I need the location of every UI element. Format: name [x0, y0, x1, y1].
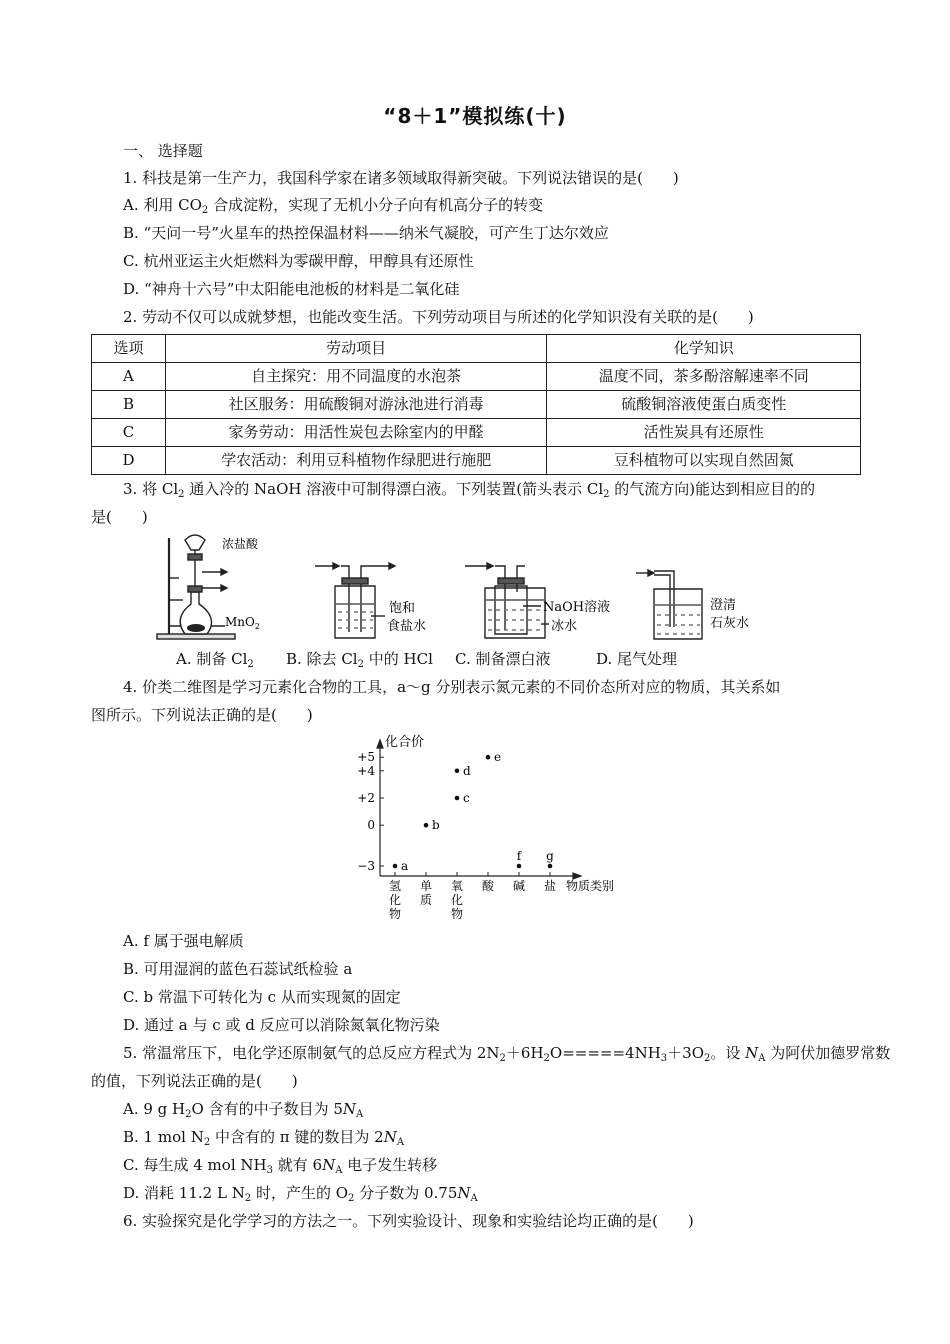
data-point-c [455, 796, 460, 801]
table-cell: 家务劳动：用活性炭包去除室内的甲醛 [165, 419, 546, 447]
x-category-label: 碱 [512, 879, 526, 893]
table-row [92, 391, 861, 419]
lime-water-label-2: 石灰水 [710, 616, 750, 631]
y-axis-label: 化合价 [385, 735, 425, 750]
table-header: 选项 [92, 335, 166, 363]
naoh-label: NaOH溶液 [543, 600, 611, 615]
q4-option-d: D. 通过 a 与 c 或 d 反应可以消除氮氧化物污染 [123, 1016, 440, 1034]
point-label-c: c [463, 791, 470, 805]
table-cell: A [92, 363, 166, 391]
caption-d: D. 尾气处理 [596, 650, 678, 668]
data-point-f [517, 864, 522, 869]
q5-stem-line2: 的值，下列说法正确的是( ) [91, 1072, 298, 1090]
data-point-g [548, 864, 553, 869]
point-label-e: e [494, 750, 502, 765]
q5-option-b: B. 1 mol $N_2$ 中含有的 π 键的数目为 $2N_A$ [123, 1128, 405, 1148]
table-header-row [92, 335, 861, 363]
q3-stem-line2: 是( ) [91, 508, 148, 526]
table-header: 化学知识 [547, 335, 861, 363]
x-category-label: 氢化物 [388, 879, 402, 921]
q2-table [91, 334, 861, 475]
x-category-label: 盐 [543, 879, 557, 893]
saturated-label: 饱和 [389, 601, 416, 616]
table-row [92, 363, 861, 391]
table-cell: C [92, 419, 166, 447]
x-category-label: 单质 [419, 879, 433, 907]
valence-class-chart [345, 728, 635, 928]
table-cell: 自主探究：用不同温度的水泡茶 [165, 363, 546, 391]
caption-b: B. 除去 $Cl_2$ 中的 HCl [286, 650, 433, 670]
table-row [92, 447, 861, 475]
apparatus-c-figure [455, 552, 615, 644]
q1-option-a: A. 利用 $CO_2$ 合成淀粉，实现了无机小分子向有机高分子的转变 [123, 196, 544, 216]
table-cell: 硫酸铜溶液使蛋白质变性 [547, 391, 861, 419]
apparatus-d-figure [630, 565, 760, 645]
ice-water-label: 冰水 [551, 619, 578, 634]
q4-option-c: C. b 常温下可转化为 c 从而实现氮的固定 [123, 988, 401, 1006]
caption-a: A. 制备 $Cl_2$ [176, 650, 254, 670]
point-label-f: f [516, 849, 522, 863]
lime-water-label-1: 澄清 [710, 598, 737, 613]
data-point-b [424, 823, 429, 828]
q2-stem: 2. 劳动不仅可以成就梦想，也能改变生活。下列劳动项目与所述的化学知识没有关联的是( ) [123, 308, 754, 326]
brine-label: 食盐水 [387, 619, 427, 634]
q5-option-c: C. 每生成 4 mol $NH_3$ 就有 $6N_A$ 电子发生转移 [123, 1156, 438, 1176]
q5-option-d: D. 消耗 11.2 L $N_2$ 时，产生的 $O_2$ 分子数为 $0.75N_A$ [123, 1184, 478, 1204]
q1-option-c: C. 杭州亚运主火炬燃料为零碳甲醇，甲醇具有还原性 [123, 252, 474, 270]
mno2-label: MnO$_2$ [225, 615, 260, 631]
point-label-g: g [546, 849, 554, 863]
y-tick-label: −3 [357, 859, 375, 873]
q4-option-a: A. f 属于强电解质 [123, 932, 244, 950]
table-cell: 活性炭具有还原性 [547, 419, 861, 447]
apparatus-a-figure [155, 530, 280, 645]
y-tick-label: 0 [367, 818, 375, 833]
page-title: “8＋1”模拟练(十) [383, 104, 567, 128]
table-cell: 社区服务：用硫酸铜对游泳池进行消毒 [165, 391, 546, 419]
table-row [92, 419, 861, 447]
table-cell: 豆科植物可以实现自然固氮 [547, 447, 861, 475]
data-point-e [486, 755, 491, 760]
y-tick-label: +2 [357, 791, 375, 805]
y-tick-label: +5 [357, 750, 375, 765]
conc-hcl-label: 浓盐酸 [222, 537, 259, 551]
q4-stem-line1: 4. 价类二维图是学习元素化合物的工具，a～g 分别表示氮元素的不同价态所对应的物质，其关系如 [123, 678, 781, 696]
q5-option-a: A. 9 g $H_2O$ 含有的中子数目为 $5N_A$ [123, 1100, 364, 1120]
y-axis-arrow [377, 740, 383, 748]
x-category-label: 氧化物 [450, 879, 464, 921]
data-point-a [393, 864, 398, 869]
q6-stem: 6. 实验探究是化学学习的方法之一。下列实验设计、现象和实验结论均正确的是( ) [123, 1212, 694, 1230]
caption-c: C. 制备漂白液 [455, 650, 551, 668]
section-heading: 一、 选择题 [123, 142, 203, 160]
point-label-b: b [432, 818, 440, 833]
data-point-d [455, 769, 460, 774]
q1-option-d: D. “神舟十六号”中太阳能电池板的材料是二氧化硅 [123, 280, 460, 298]
q1-option-b: B. “天问一号”火星车的热控保温材料——纳米气凝胶，可产生丁达尔效应 [123, 224, 609, 242]
q4-stem-line2: 图所示。下列说法正确的是( ) [91, 706, 313, 724]
y-tick-label: +4 [357, 763, 375, 778]
x-axis-label: 物质类别 [566, 879, 615, 893]
point-label-d: d [463, 763, 471, 778]
point-label-a: a [401, 859, 409, 873]
q4-option-b: B. 可用湿润的蓝色石蕊试纸检验 a [123, 960, 353, 978]
table-cell: 学农活动：利用豆科植物作绿肥进行施肥 [165, 447, 546, 475]
table-cell: B [92, 391, 166, 419]
q3-stem-line1: 3. 将 $Cl_2$ 通入冷的 NaOH 溶液中可制得漂白液。下列装置(箭头表示 $Cl_2$ 的气流方向)能达到相应目的的 [123, 480, 816, 500]
table-header: 劳动项目 [165, 335, 546, 363]
q1-stem: 1. 科技是第一生产力，我国科学家在诸多领域取得新突破。下列说法错误的是( ) [123, 169, 679, 187]
q5-stem-line1: 5. 常温常压下，电化学还原制氨气的总反应方程式为 $2N_2+6H_2O=====4NH_3+3O_2$。设 $N_A$ 为阿伏加德罗常数 [123, 1044, 891, 1064]
table-cell: 温度不同，茶多酚溶解速率不同 [547, 363, 861, 391]
table-cell: D [92, 447, 166, 475]
x-category-label: 酸 [481, 879, 495, 893]
apparatus-b-figure [305, 552, 435, 644]
